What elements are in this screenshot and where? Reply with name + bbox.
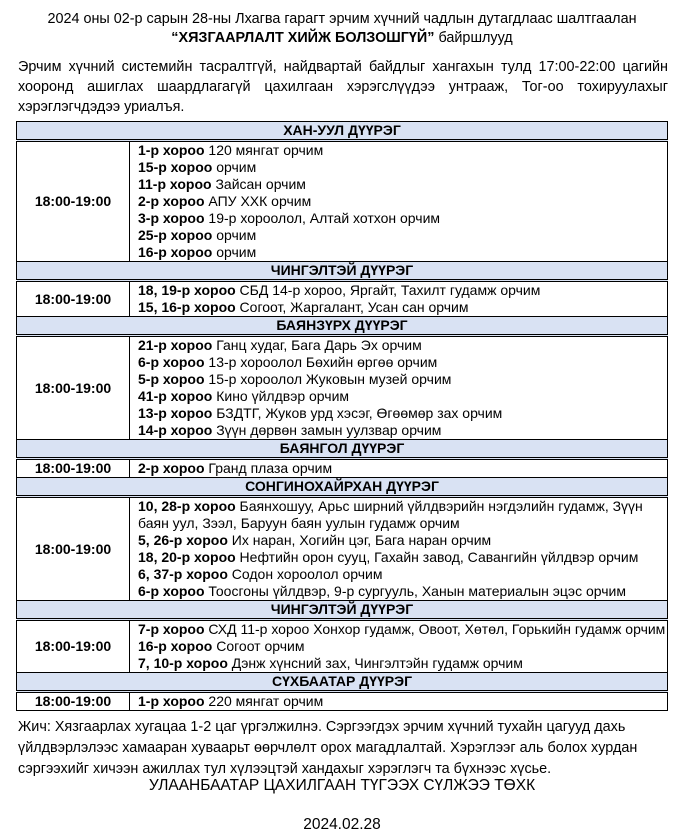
khoroo-number: 10, 28-р хороо — [138, 498, 236, 514]
khoroo-number: 21-р хороо — [138, 337, 213, 353]
district-schedule-row — [17, 620, 668, 673]
area-location: орчим — [212, 227, 257, 243]
khoroo-number: 16-р хороо — [138, 638, 213, 654]
time-slot: 18:00-19:00 — [17, 281, 130, 317]
khoroo-number: 15-р хороо — [138, 159, 213, 175]
district-header-row — [17, 673, 668, 692]
district-schedule-row — [17, 141, 668, 262]
khoroo-number: 18, 19-р хороо — [138, 282, 236, 298]
area-item — [138, 388, 667, 405]
area-list — [130, 141, 668, 262]
khoroo-number: 41-р хороо — [138, 388, 213, 404]
area-item — [138, 354, 667, 371]
header-line: 2024 оны 02-р сарын 28-ны Лхагва гарагт эрчим хүчний чадлын дутагдлаас шалтгаалан — [47, 11, 637, 27]
district-schedule-row — [17, 336, 668, 440]
khoroo-number: 2-р хороо — [138, 193, 205, 209]
area-location: орчим — [212, 159, 257, 175]
district-schedule-row — [17, 497, 668, 601]
area-item — [138, 193, 667, 210]
area-location: Кино үйлдвэр орчим — [212, 388, 350, 404]
area-list — [130, 497, 668, 601]
khoroo-number: 1-р хороо — [138, 693, 205, 709]
khoroo-number: 7-р хороо — [138, 621, 205, 637]
schedule-table — [16, 121, 668, 711]
district-name: СҮХБААТАР ДҮҮРЭГ — [17, 673, 668, 692]
area-item — [138, 583, 667, 600]
time-slot: 18:00-19:00 — [17, 336, 130, 440]
area-location: Дэнж хүнсний зах, Чингэлтэйн гудамж орчим — [227, 655, 523, 671]
area-item — [138, 405, 667, 422]
header-title: “ХЯЗГААРЛАЛТ ХИЙЖ БОЛЗОШГҮЙ” — [171, 30, 435, 46]
khoroo-number: 1-р хороо — [138, 142, 205, 158]
time-slot: 18:00-19:00 — [17, 620, 130, 673]
area-location: Нефтийн орон сууц, Гахайн завод, Савангийн үйлдвэр орчим — [235, 549, 639, 565]
khoroo-number: 6, 37-р хороо — [138, 566, 228, 582]
time-slot: 18:00-19:00 — [17, 459, 130, 478]
area-location: Гранд плаза орчим — [204, 460, 333, 476]
district-schedule-row — [17, 281, 668, 317]
area-location: 13-р хороолол Бөхийн өргөө орчим — [204, 354, 438, 370]
area-location: Их наран, Хогийн цэг, Бага наран орчим — [227, 532, 492, 548]
area-item — [138, 244, 667, 261]
area-item — [138, 227, 667, 244]
organization-name: УЛААНБААТАР ЦАХИЛГААН ТҮГЭЭХ СҮЛЖЭЭ ТӨХК — [148, 777, 536, 794]
area-location: СХД 11-р хороо Хонхор гудамж, Овоот, Хөтөл, Горькийн гудамж орчим — [204, 621, 666, 637]
header-title-suffix: байршлууд — [434, 30, 513, 46]
area-location: 15-р хороолол Жуковын музей орчим — [204, 371, 452, 387]
area-item — [138, 299, 667, 316]
area-item — [138, 655, 667, 672]
header-title-line — [0, 29, 684, 48]
area-location: 120 мянгат орчим — [204, 142, 324, 158]
area-location: Ганц худаг, Бага Дарь Эх орчим — [212, 337, 422, 353]
area-list — [130, 692, 668, 711]
area-location: Зайсан орчим — [211, 176, 306, 192]
area-location: Согоот орчим — [212, 638, 305, 654]
district-name: СОНГИНОХАЙРХАН ДҮҮРЭГ — [17, 478, 668, 497]
document-header — [0, 10, 684, 48]
khoroo-number: 6-р хороо — [138, 354, 205, 370]
area-item — [138, 337, 667, 354]
time-slot: 18:00-19:00 — [17, 692, 130, 711]
area-item — [138, 371, 667, 388]
khoroo-number: 13-р хороо — [138, 405, 213, 421]
district-header-row — [17, 122, 668, 141]
area-item — [138, 210, 667, 227]
district-schedule-row — [17, 459, 668, 478]
area-item — [138, 176, 667, 193]
area-list — [130, 281, 668, 317]
area-list — [130, 336, 668, 440]
intro-paragraph: Эрчим хүчний системийн тасралтгүй, найдвартай байдлыг хангахын тулд 17:00-22:00 цагийн хооронд ашиглах шаардлагагүй цахилгаан хэрэгслүүдээ унтрааж, Тог-оо тохируулахыг хэрэглэгчдэдээ уриалъя. — [18, 59, 668, 115]
area-location: СБД 14-р хороо, Яргайт, Тахилт гудамж орчим — [235, 282, 541, 298]
district-header-row — [17, 601, 668, 620]
note-paragraph: Жич: Хязгаарлах хугацаа 1-2 цаг үргэлжилнэ. Сэргээгдэх эрчим хүчний тухайн цагууд дахь үйлдвэрлэлээс хамааран хуваарьт өөрчлөлт орох магадлалтай. Хэрэглээг аль болох хурдан сэргээхийг хичээн ажиллах тул хүлээцтэй хандахыг хэрэглэгч та бүхнээс хүсье. — [18, 719, 638, 777]
time-slot: 18:00-19:00 — [17, 141, 130, 262]
area-list — [130, 459, 668, 478]
area-item — [138, 498, 667, 532]
area-location: 19-р хороолол, Алтай хотхон орчим — [204, 210, 441, 226]
khoroo-number: 2-р хороо — [138, 460, 205, 476]
khoroo-number: 14-р хороо — [138, 422, 213, 438]
khoroo-number: 7, 10-р хороо — [138, 655, 228, 671]
area-location: Согоот, Жаргалант, Усан сан орчим — [235, 299, 469, 315]
area-item — [138, 566, 667, 583]
area-location: АПУ ХХК орчим — [204, 193, 312, 209]
district-schedule-row — [17, 692, 668, 711]
district-header-row — [17, 317, 668, 336]
district-name: ЧИНГЭЛТЭЙ ДҮҮРЭГ — [17, 601, 668, 620]
district-name: БАЯНГОЛ ДҮҮРЭГ — [17, 440, 668, 459]
area-location: Тоосгоны үйлдвэр, 9-р сургууль, Ханын материалын эцэс орчим — [204, 583, 626, 599]
khoroo-number: 15, 16-р хороо — [138, 299, 236, 315]
khoroo-number: 11-р хороо — [138, 176, 212, 192]
area-location: Баянхошуу, Арьс ширний үйлдвэрийн нэгдэлийн гудамж, Зүүн баян уул, Зээл, Баруун баян уулын гудамж орчим — [138, 498, 643, 531]
area-location: Содон хороолол орчим — [227, 566, 383, 582]
area-item — [138, 549, 667, 566]
khoroo-number: 5-р хороо — [138, 371, 205, 387]
khoroo-number: 5, 26-р хороо — [138, 532, 228, 548]
area-item — [138, 282, 667, 299]
area-item — [138, 621, 667, 638]
khoroo-number: 18, 20-р хороо — [138, 549, 236, 565]
area-location: орчим — [212, 244, 257, 260]
khoroo-number: 25-р хороо — [138, 227, 213, 243]
time-slot: 18:00-19:00 — [17, 497, 130, 601]
district-name: ЧИНГЭЛТЭЙ ДҮҮРЭГ — [17, 262, 668, 281]
khoroo-number: 6-р хороо — [138, 583, 205, 599]
area-list — [130, 620, 668, 673]
district-header-row — [17, 440, 668, 459]
area-item — [138, 693, 667, 710]
district-header-row — [17, 262, 668, 281]
khoroo-number: 3-р хороо — [138, 210, 205, 226]
district-header-row — [17, 478, 668, 497]
district-name: ХАН-УУЛ ДҮҮРЭГ — [17, 122, 668, 141]
area-location: Зүүн дөрвөн замын уулзвар орчим — [212, 422, 442, 438]
khoroo-number: 16-р хороо — [138, 244, 213, 260]
area-item — [138, 142, 667, 159]
area-location: 220 мянгат орчим — [204, 693, 324, 709]
area-item — [138, 638, 667, 655]
district-name: БАЯНЗҮРХ ДҮҮРЭГ — [17, 317, 668, 336]
area-location: БЗДТГ, Жуков урд хэсэг, Өгөөмөр зах орчим — [212, 405, 503, 421]
area-item — [138, 422, 667, 439]
document-date: 2024.02.28 — [303, 816, 381, 833]
area-item — [138, 532, 667, 549]
area-item — [138, 159, 667, 176]
area-item — [138, 460, 667, 477]
